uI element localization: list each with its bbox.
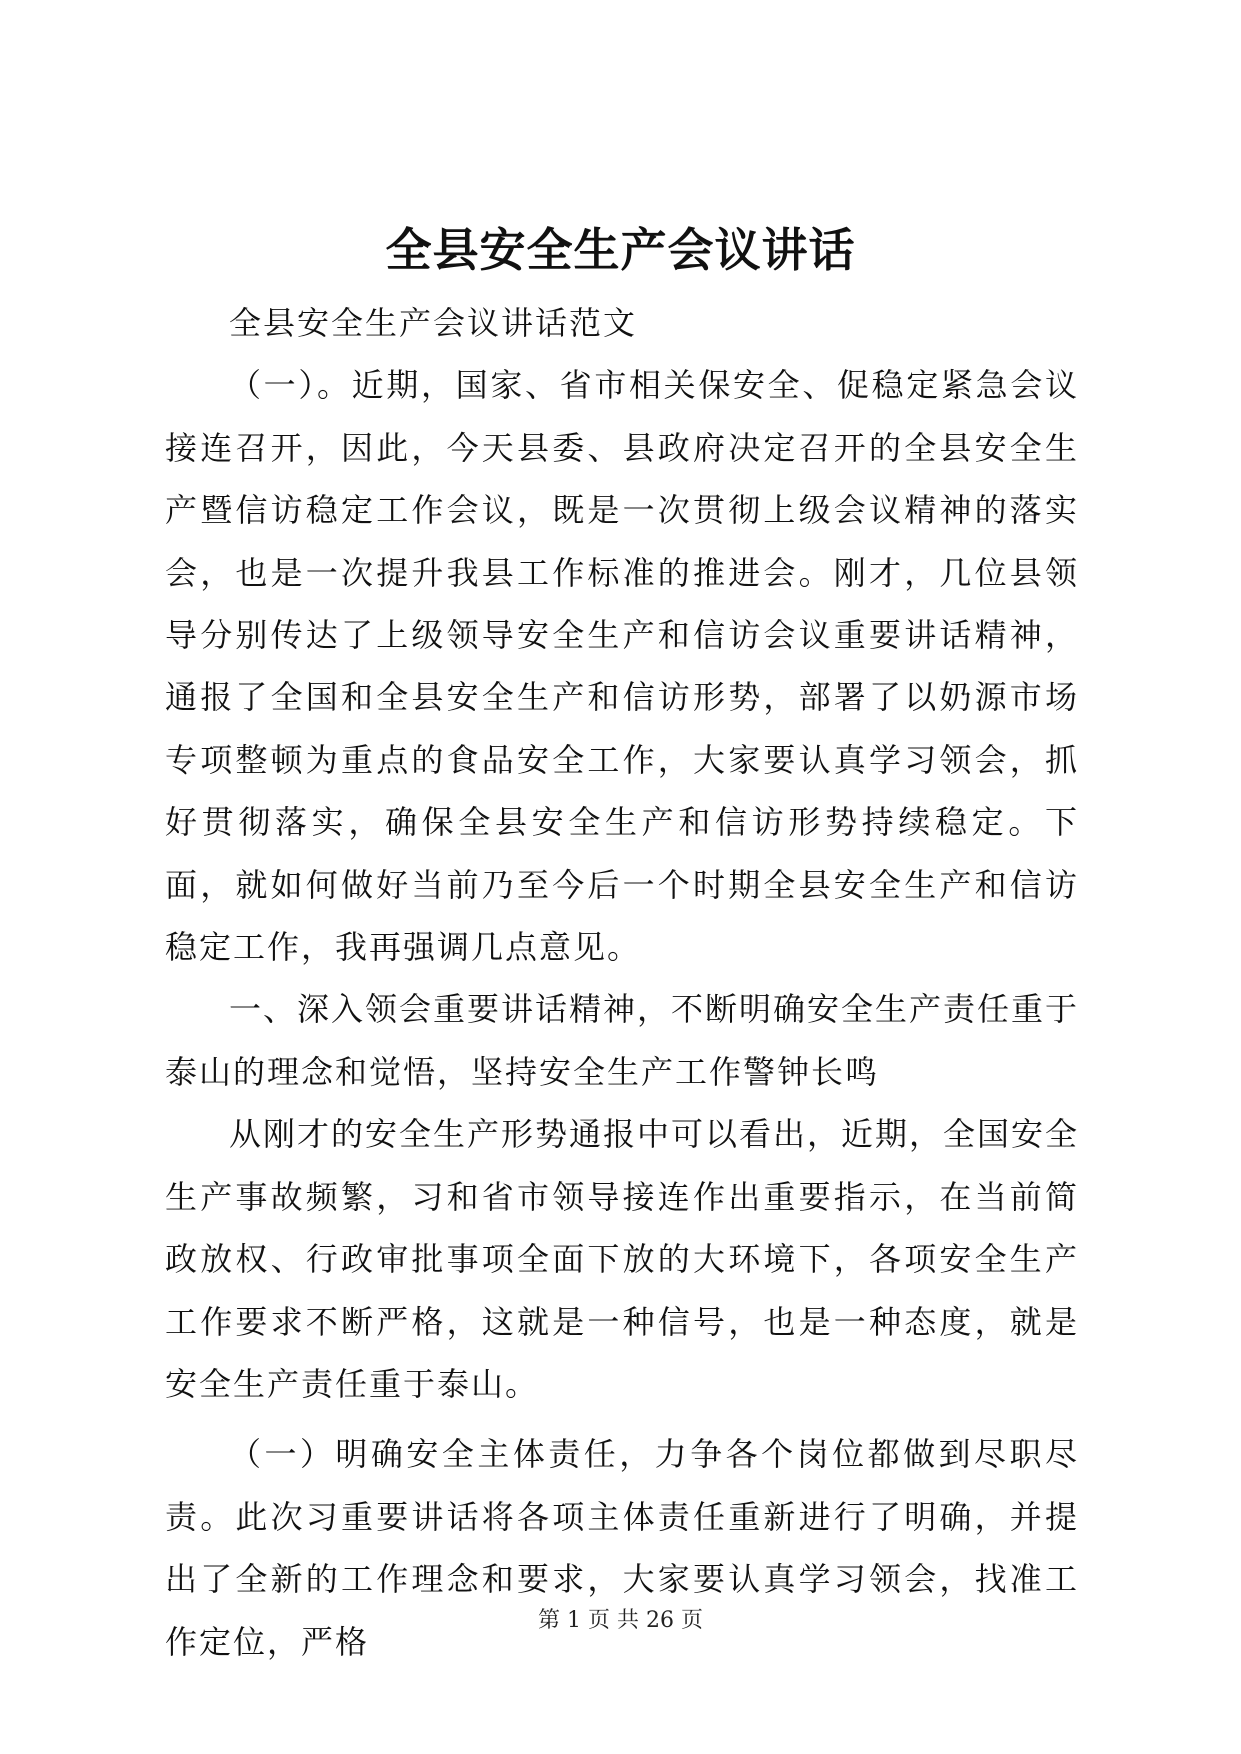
subtitle-paragraph: 全县安全生产会议讲话范文 (229, 304, 638, 342)
subsection-paragraph: （一）明确安全主体责任，力争各个岗位都做到尽职尽责。此次习重要讲话将各项主体责任重新进行了明确，并提出了全新的工作理念和要求，大家要认真学习领会，找准工作定位，严格 (165, 1435, 1079, 1661)
page-footer: 第 1 页 共 26 页 (538, 1608, 703, 1633)
document-title: 全县安全生产会议讲话 (385, 223, 856, 277)
intro-paragraph: （一）。近期，国家、省市相关保安全、促稳定紧急会议接连召开，因此，今天县委、县政府决定召开的全县安全生产暨信访稳定工作会议，既是一次贯彻上级会议精神的落实会，也是一次提升我县工作标准的推进会。刚才，几位县领导分别传达了上级领导安全生产和信访会议重要讲话精神，通报了全国和全县安全生产和信访形势，部署了以奶源市场专项整顿为重点的食品安全工作，大家要认真学习领会，抓好贯彻落实，确保全县安全生产和信访形势持续稳定。下面，就如何做好当前乃至今后一个时期全县安全生产和信访稳定工作，我再强调几点意见。 (165, 366, 1079, 967)
section-heading-paragraph: 一、深入领会重要讲话精神，不断明确安全生产责任重于泰山的理念和觉悟，坚持安全生产工作警钟长鸣 (165, 990, 1080, 1091)
body-paragraph: 从刚才的安全生产形势通报中可以看出，近期，全国安全生产事故频繁，习和省市领导接连作出重要指示，在当前简政放权、行政审批事项全面下放的大环境下，各项安全生产工作要求不断严格，这就是一种信号，也是一种态度，就是安全生产责任重于泰山。 (165, 1115, 1080, 1403)
document-body (165, 292, 1079, 1673)
